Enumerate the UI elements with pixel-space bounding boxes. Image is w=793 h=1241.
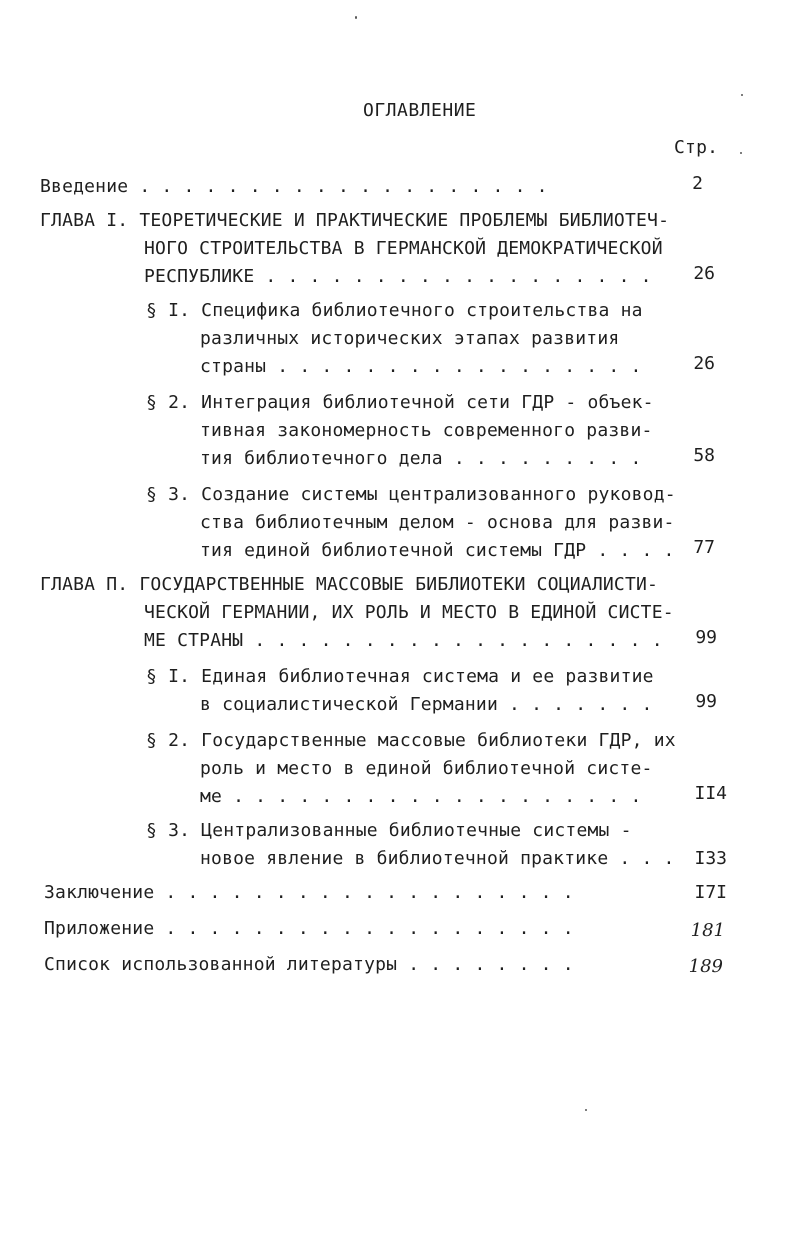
ch2-sec1-line1: § I. Единая библиотечная система и ее развитие xyxy=(146,666,654,687)
chapter-2-heading-line1: ГЛАВА П. ГОСУДАРСТВЕННЫЕ МАССОВЫЕ БИБЛИОТЕКИ СОЦИАЛИСТИ- xyxy=(40,574,659,595)
toc-entry-references: Список использованной литературы . . . . . . . . xyxy=(44,954,574,975)
toc-page-references: 189 xyxy=(688,956,723,977)
ch2-sec1-line2: в социалистической Германии . . . . . . . xyxy=(200,694,653,715)
ch2-sec1-page: 99 xyxy=(695,691,717,712)
chapter-2-heading-line2: ЧЕСКОЙ ГЕРМАНИИ, ИХ РОЛЬ И МЕСТО В ЕДИНОЙ СИСТЕ- xyxy=(144,602,674,623)
toc-page-introduction: 2 xyxy=(692,173,703,194)
ch2-sec2-page: II4 xyxy=(694,783,727,804)
chapter-1-heading-line1: ГЛАВА I. ТЕОРЕТИЧЕСКИЕ И ПРАКТИЧЕСКИЕ ПРОБЛЕМЫ БИБЛИОТЕЧ- xyxy=(40,210,670,231)
ch1-sec1-line3: страны . . . . . . . . . . . . . . . . . xyxy=(200,356,642,377)
ch1-sec3-page: 77 xyxy=(693,537,715,558)
scan-speck xyxy=(585,1109,587,1111)
ch2-sec3-line1: § 3. Централизованные библиотечные системы - xyxy=(146,820,632,841)
ch1-sec2-line3: тия библиотечного дела . . . . . . . . . xyxy=(200,448,642,469)
ch1-sec3-line3: тия единой библиотечной системы ГДР . . . . xyxy=(200,540,675,561)
ch2-sec2-line1: § 2. Государственные массовые библиотеки ГДР, их xyxy=(146,730,676,751)
toc-entry-introduction: Введение . . . . . . . . . . . . . . . . . . . xyxy=(40,176,548,197)
toc-page-conclusion: I7I xyxy=(694,882,727,903)
ch1-sec2-line1: § 2. Интеграция библиотечной сети ГДР - объек- xyxy=(146,392,654,413)
ch2-sec2-line2: роль и место в единой библиотечной систе- xyxy=(200,758,653,779)
ch2-sec3-line2: новое явление в библиотечной практике . . . xyxy=(200,848,675,869)
toc-entry-conclusion: Заключение . . . . . . . . . . . . . . . . . . . xyxy=(44,882,574,903)
ch1-sec2-page: 58 xyxy=(693,445,715,466)
scan-speck xyxy=(741,94,743,96)
toc-title: ОГЛАВЛЕНИЕ xyxy=(363,100,477,121)
chapter-1-heading-line2: НОГО СТРОИТЕЛЬСТВА В ГЕРМАНСКОЙ ДЕМОКРАТИЧЕСКОЙ xyxy=(144,238,663,259)
scan-speck xyxy=(355,16,357,19)
ch1-sec1-page: 26 xyxy=(693,353,715,374)
chapter-2-heading-line3: МЕ СТРАНЫ . . . . . . . . . . . . . . . . . . . xyxy=(144,630,663,651)
chapter-1-page: 26 xyxy=(693,263,715,284)
ch1-sec1-line2: различных исторических этапах развития xyxy=(200,328,620,349)
chapter-1-heading-line3: РЕСПУБЛИКЕ . . . . . . . . . . . . . . . . . . xyxy=(144,266,652,287)
page-column-header: Стр. xyxy=(674,137,719,158)
scan-speck xyxy=(740,152,742,154)
ch1-sec2-line2: тивная закономерность современного разви- xyxy=(200,420,653,441)
toc-entry-appendix: Приложение . . . . . . . . . . . . . . . . . . . xyxy=(44,918,574,939)
ch2-sec3-page: I33 xyxy=(694,848,727,869)
toc-page-appendix: 181 xyxy=(690,920,725,941)
ch1-sec3-line2: ства библиотечным делом - основа для разви- xyxy=(200,512,675,533)
ch1-sec3-line1: § 3. Создание системы централизованного руковод- xyxy=(146,484,676,505)
chapter-2-page: 99 xyxy=(695,627,717,648)
ch2-sec2-line3: ме . . . . . . . . . . . . . . . . . . . xyxy=(200,786,642,807)
ch1-sec1-line1: § I. Специфика библиотечного строительства на xyxy=(146,300,643,321)
